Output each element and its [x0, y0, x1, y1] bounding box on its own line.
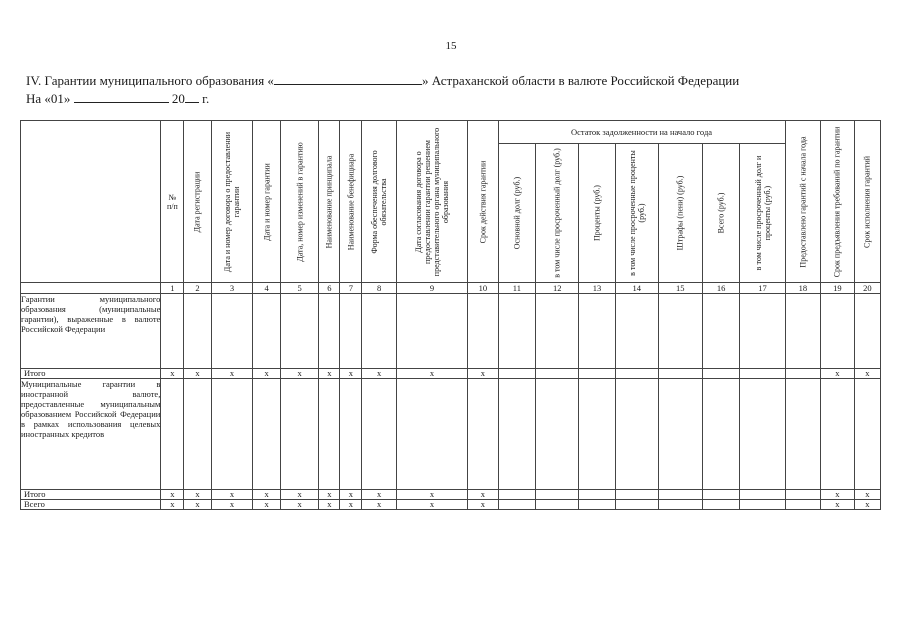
- section-row: [21, 294, 881, 369]
- table-cell[interactable]: x: [340, 490, 362, 500]
- column-header: [253, 121, 280, 283]
- subtotal-row: [21, 490, 881, 500]
- column-number-cell: 5: [280, 283, 319, 294]
- table-cell[interactable]: [658, 500, 702, 510]
- table-cell[interactable]: [253, 294, 280, 369]
- table-cell[interactable]: x: [468, 490, 498, 500]
- column-header-label: № п/п: [166, 193, 178, 211]
- table-cell[interactable]: [579, 294, 616, 369]
- report-month-blank: [74, 91, 169, 103]
- table-cell[interactable]: [702, 500, 740, 510]
- column-number-cell: [21, 283, 161, 294]
- header-row: [21, 121, 881, 144]
- column-number-cell: 13: [579, 283, 616, 294]
- table-cell[interactable]: x: [319, 500, 340, 510]
- column-header-label: Дата регистрации: [192, 171, 202, 232]
- section-row: [21, 379, 881, 490]
- table-cell[interactable]: [658, 294, 702, 369]
- column-header-npp: [161, 121, 184, 283]
- column-number-cell: 3: [211, 283, 253, 294]
- table-cell[interactable]: x: [161, 369, 184, 379]
- table-cell[interactable]: x: [253, 500, 280, 510]
- column-header-label: в том числе просроченный долг и проценты (руб.): [753, 155, 772, 271]
- table-cell[interactable]: [536, 500, 579, 510]
- column-header-label: Наименование бенефициара: [346, 153, 356, 250]
- row-label: Гарантии муниципального образования (муниципальные гарантии), выраженные в валюте Российской Федерации: [21, 294, 161, 369]
- table-cell[interactable]: [658, 369, 702, 379]
- table-cell[interactable]: [702, 369, 740, 379]
- table-cell[interactable]: [362, 379, 397, 490]
- column-header-label: Дата согласования договора о предоставлении гарантии решением представительного органа муниципального образования: [414, 127, 451, 276]
- column-number-cell: 17: [740, 283, 785, 294]
- table-cell[interactable]: [396, 379, 467, 490]
- table-cell[interactable]: [740, 379, 785, 490]
- table-cell[interactable]: [615, 369, 658, 379]
- column-header-label: в том числе просроченные проценты (руб.): [627, 150, 646, 276]
- table-cell[interactable]: x: [340, 369, 362, 379]
- column-number-cell: 16: [702, 283, 740, 294]
- table-cell[interactable]: x: [340, 500, 362, 510]
- column-header: [498, 144, 536, 283]
- column-number-cell: 2: [184, 283, 211, 294]
- table-cell[interactable]: x: [854, 500, 880, 510]
- table-cell[interactable]: [468, 294, 498, 369]
- table-cell[interactable]: x: [184, 369, 211, 379]
- table-cell[interactable]: [319, 379, 340, 490]
- municipality-name-blank: [274, 73, 422, 85]
- table-cell[interactable]: [340, 379, 362, 490]
- section-title-suffix: » Астраханской области в валюте Российской Федерации: [421, 73, 740, 88]
- row-label: Итого: [21, 490, 161, 500]
- table-cell[interactable]: [498, 369, 536, 379]
- column-number-cell: 6: [319, 283, 340, 294]
- table-cell[interactable]: [702, 379, 740, 490]
- column-number-cell: 8: [362, 283, 397, 294]
- table-cell[interactable]: x: [280, 490, 319, 500]
- table-cell[interactable]: x: [468, 369, 498, 379]
- column-header: [854, 121, 880, 283]
- column-header: [184, 121, 211, 283]
- column-header-label: Срок действия гарантии: [478, 160, 488, 243]
- table-cell[interactable]: x: [184, 500, 211, 510]
- column-header: [536, 144, 579, 283]
- column-header: [740, 144, 785, 283]
- column-header: [362, 121, 397, 283]
- column-header-label: Проценты (руб.): [592, 185, 602, 241]
- column-number-cell: 18: [785, 283, 821, 294]
- column-header-label: Дата и номер гарантии: [262, 162, 272, 241]
- table-cell[interactable]: [740, 294, 785, 369]
- column-header-label: Основной долг (руб.): [512, 176, 522, 250]
- column-header: [396, 121, 467, 283]
- table-cell[interactable]: x: [319, 490, 340, 500]
- table-cell[interactable]: x: [468, 500, 498, 510]
- column-header-label: Наименование принципала: [324, 155, 334, 248]
- table-cell[interactable]: [702, 490, 740, 500]
- table-cell[interactable]: [615, 379, 658, 490]
- table-cell[interactable]: [498, 379, 536, 490]
- column-header: [211, 121, 253, 283]
- table-cell[interactable]: [854, 379, 880, 490]
- table-cell[interactable]: [615, 500, 658, 510]
- table-cell[interactable]: [280, 294, 319, 369]
- column-number-cell: 4: [253, 283, 280, 294]
- column-header: [319, 121, 340, 283]
- table-cell[interactable]: [615, 490, 658, 500]
- table-cell[interactable]: [785, 500, 821, 510]
- row-label: Всего: [21, 500, 161, 510]
- column-number-cell: 15: [658, 283, 702, 294]
- table-cell[interactable]: [821, 294, 855, 369]
- table-cell[interactable]: x: [396, 500, 467, 510]
- table-cell[interactable]: x: [362, 500, 397, 510]
- table-cell[interactable]: [579, 379, 616, 490]
- table-cell[interactable]: [498, 490, 536, 500]
- table-cell[interactable]: x: [253, 490, 280, 500]
- table-cell[interactable]: x: [854, 490, 880, 500]
- column-number-cell: 14: [615, 283, 658, 294]
- table-cell[interactable]: [319, 294, 340, 369]
- table-cell[interactable]: [498, 294, 536, 369]
- table-cell[interactable]: [579, 369, 616, 379]
- table-cell[interactable]: [740, 490, 785, 500]
- column-number-cell: 9: [396, 283, 467, 294]
- column-header-label: Всего (руб.): [716, 192, 726, 234]
- row-label: Муниципальные гарантии в иностранной валюте, предоставленные муниципальным образованием Российской Федерации в рамках использования целевых иностранных кредитов: [21, 379, 161, 490]
- column-number-row: [21, 283, 881, 294]
- table-cell[interactable]: [785, 379, 821, 490]
- table-cell[interactable]: x: [253, 369, 280, 379]
- table-cell[interactable]: [785, 369, 821, 379]
- table-cell[interactable]: [211, 379, 253, 490]
- table-cell[interactable]: [785, 294, 821, 369]
- table-cell[interactable]: [184, 379, 211, 490]
- column-group-header: Остаток задолженности на начало года: [498, 121, 785, 144]
- column-number-cell: 20: [854, 283, 880, 294]
- column-number-cell: 10: [468, 283, 498, 294]
- table-cell[interactable]: [579, 500, 616, 510]
- table-cell[interactable]: x: [854, 369, 880, 379]
- table-cell[interactable]: [579, 490, 616, 500]
- column-header: [702, 144, 740, 283]
- table-cell[interactable]: [536, 490, 579, 500]
- table-cell[interactable]: [702, 294, 740, 369]
- table-cell[interactable]: [340, 294, 362, 369]
- table-cell[interactable]: [161, 379, 184, 490]
- table-cell[interactable]: [211, 294, 253, 369]
- table-cell[interactable]: x: [161, 490, 184, 500]
- table-cell[interactable]: x: [319, 369, 340, 379]
- table-cell[interactable]: x: [211, 369, 253, 379]
- table-cell[interactable]: x: [280, 369, 319, 379]
- column-header-label: Дата и номер договора о предоставлении гарантии: [223, 131, 242, 272]
- table-cell[interactable]: [536, 369, 579, 379]
- column-number-cell: 1: [161, 283, 184, 294]
- table-cell[interactable]: x: [821, 500, 855, 510]
- table-cell[interactable]: [740, 500, 785, 510]
- column-header: [468, 121, 498, 283]
- report-date-suffix: г.: [202, 91, 210, 106]
- column-number-cell: 19: [821, 283, 855, 294]
- column-header-label: Срок исполнения гарантий: [862, 155, 872, 248]
- table-cell[interactable]: x: [821, 490, 855, 500]
- table-cell[interactable]: x: [396, 369, 467, 379]
- column-header: [615, 144, 658, 283]
- table-cell[interactable]: x: [211, 490, 253, 500]
- row-label: Итого: [21, 369, 161, 379]
- report-date-line: [26, 91, 209, 107]
- table-cell[interactable]: x: [362, 369, 397, 379]
- table-cell[interactable]: [536, 294, 579, 369]
- table-cell[interactable]: [468, 379, 498, 490]
- table-cell[interactable]: x: [161, 500, 184, 510]
- page-number: 15: [445, 40, 457, 52]
- subtotal-row: [21, 369, 881, 379]
- section-title-prefix: IV. Гарантии муниципального образования «: [26, 73, 274, 88]
- report-year-prefix: 20: [171, 91, 185, 106]
- table-cell[interactable]: [536, 379, 579, 490]
- column-header-label: Штрафы (пени) (руб.): [675, 175, 685, 251]
- guarantees-table: [20, 120, 881, 510]
- table-cell[interactable]: [280, 379, 319, 490]
- column-header-label: в том числе просроченный долг (руб.): [552, 148, 562, 278]
- column-header: [340, 121, 362, 283]
- column-number-cell: 7: [340, 283, 362, 294]
- table-cell[interactable]: [161, 294, 184, 369]
- table-cell[interactable]: [615, 294, 658, 369]
- table-cell[interactable]: x: [821, 369, 855, 379]
- table-cell[interactable]: [785, 490, 821, 500]
- column-header-label: Форма обеспечения долгового обязательства: [370, 149, 389, 254]
- table-cell[interactable]: x: [280, 500, 319, 510]
- section-title: [26, 73, 739, 89]
- table-cell[interactable]: [396, 294, 467, 369]
- column-header: [821, 121, 855, 283]
- table-cell[interactable]: [498, 500, 536, 510]
- column-header: [785, 121, 821, 283]
- table-cell[interactable]: [658, 379, 702, 490]
- table-cell[interactable]: [253, 379, 280, 490]
- column-header: [280, 121, 319, 283]
- column-header-label: Срок предъявления требований по гарантии: [832, 126, 842, 277]
- column-number-cell: 11: [498, 283, 536, 294]
- report-year-blank: [185, 91, 199, 103]
- table-cell[interactable]: [854, 294, 880, 369]
- column-header: [579, 144, 616, 283]
- table-cell[interactable]: [362, 294, 397, 369]
- column-header-label: Дата, номер изменений в гарантию: [295, 141, 305, 262]
- table-cell[interactable]: [658, 490, 702, 500]
- table-cell[interactable]: x: [211, 500, 253, 510]
- column-header-label: Предоставлено гарантий с начала года: [798, 135, 808, 268]
- table-cell[interactable]: x: [396, 490, 467, 500]
- column-header: [658, 144, 702, 283]
- table-cell[interactable]: [184, 294, 211, 369]
- table-cell[interactable]: x: [362, 490, 397, 500]
- report-date-prefix: На «01»: [26, 91, 71, 106]
- table-cell[interactable]: [821, 379, 855, 490]
- total-row: [21, 500, 881, 510]
- column-number-cell: 12: [536, 283, 579, 294]
- table-cell[interactable]: [740, 369, 785, 379]
- table-cell[interactable]: x: [184, 490, 211, 500]
- corner-cell: [21, 121, 161, 283]
